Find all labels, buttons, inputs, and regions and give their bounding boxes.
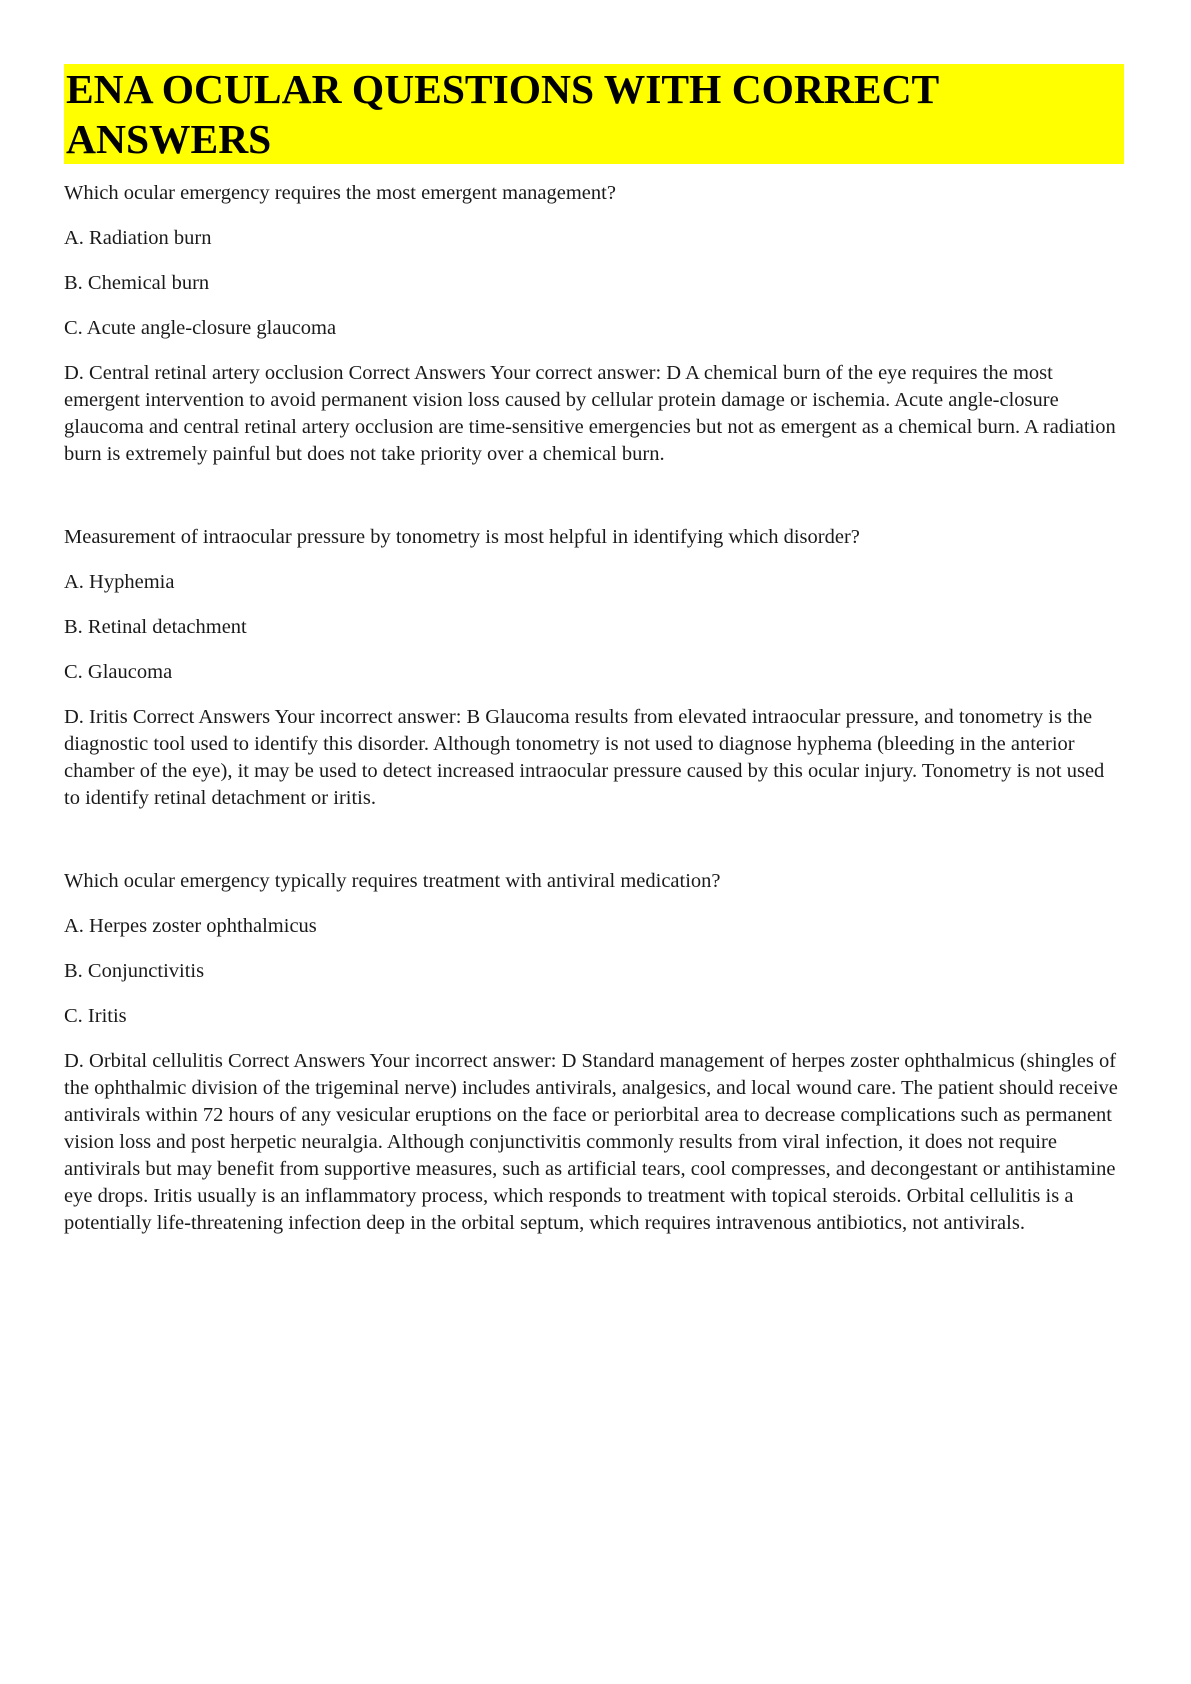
option-c: C. Acute angle-closure glaucoma xyxy=(64,317,337,339)
option-d-and-answer: D. Iritis Correct Answers Your incorrect answer: B Glaucoma results from elevated intraocular pressure, and tonometry is the diagnostic tool used to identify this disorder. Although tonometry is not used to diagnose hyphema (bleeding in the anterior chamber of the eye), it may be used to detect increased intraocular pressure caused by this ocular injury. Tonometry is not used to identify retinal detachment or iritis. xyxy=(64,706,1105,809)
question-block-3 xyxy=(64,868,1124,1237)
option-d-and-answer: D. Orbital cellulitis Correct Answers Your incorrect answer: D Standard management of herpes zoster ophthalmicus (shingles of the ophthalmic division of the trigeminal nerve) includes antivirals, analgesics, and local wound care. The patient should receive antivirals within 72 hours of any vesicular eruptions on the face or periorbital area to decrease complications such as permanent vision loss and post herpetic neuralgia. Although conjunctivitis commonly results from viral infection, it does not require antivirals but may benefit from supportive measures, such as artificial tears, cool compresses, and decongestant or antihistamine eye drops. Iritis usually is an inflammatory process, which responds to treatment with topical steroids. Orbital cellulitis is a potentially life-threatening infection deep in the orbital septum, which requires intravenous antibiotics, not antivirals. xyxy=(64,1050,1118,1234)
question-text: Which ocular emergency requires the most emergent management? xyxy=(64,182,616,204)
option-c: C. Glaucoma xyxy=(64,661,173,683)
title-block xyxy=(64,64,1124,164)
question-text: Measurement of intraocular pressure by tonometry is most helpful in identifying which disorder? xyxy=(64,526,860,548)
spacer xyxy=(64,468,1124,524)
option-b: B. Chemical burn xyxy=(64,272,210,294)
option-c: C. Iritis xyxy=(64,1005,127,1027)
option-b: B. Retinal detachment xyxy=(64,616,247,638)
spacer xyxy=(64,812,1124,868)
question-text: Which ocular emergency typically requires treatment with antiviral medication? xyxy=(64,870,721,892)
option-d-and-answer: D. Central retinal artery occlusion Correct Answers Your correct answer: D A chemical burn of the eye requires the most emergent intervention to avoid permanent vision loss caused by cellular protein damage or ischemia. Acute angle-closure glaucoma and central retinal artery occlusion are time-sensitive emergencies but not as emergent as a chemical burn. A radiation burn is extremely painful but does not take priority over a chemical burn. xyxy=(64,362,1116,465)
document-title: ENA OCULAR QUESTIONS WITH CORRECT ANSWERS xyxy=(64,64,1124,164)
option-a: A. Herpes zoster ophthalmicus xyxy=(64,915,317,937)
question-block-2 xyxy=(64,524,1124,812)
option-a: A. Hyphemia xyxy=(64,571,175,593)
option-a: A. Radiation burn xyxy=(64,227,212,249)
document-page xyxy=(64,64,1124,1237)
question-block-1 xyxy=(64,180,1124,468)
option-b: B. Conjunctivitis xyxy=(64,960,205,982)
